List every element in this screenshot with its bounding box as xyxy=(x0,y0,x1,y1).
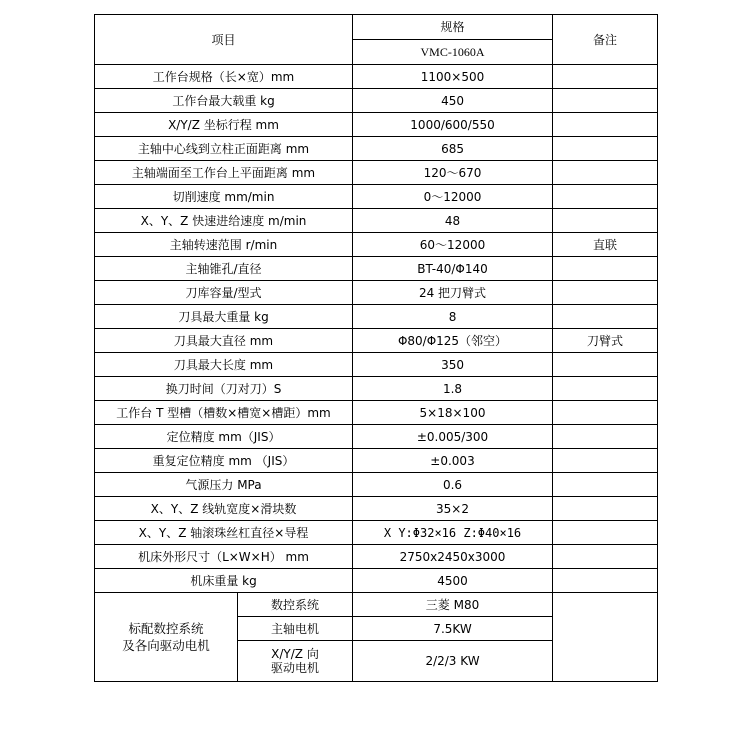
table-row xyxy=(95,185,658,209)
table-row xyxy=(95,521,658,545)
spec-label: 刀具最大长度 mm xyxy=(95,353,353,377)
spec-value: Φ80/Φ125（邻空） xyxy=(353,329,553,353)
spec-value: 0.6 xyxy=(353,473,553,497)
spec-remark xyxy=(553,137,658,161)
spec-label: 主轴转速范围 r/min xyxy=(95,233,353,257)
spec-label: 机床外形尺寸（L×W×H） mm xyxy=(95,545,353,569)
spec-label: 刀具最大直径 mm xyxy=(95,329,353,353)
table-row xyxy=(95,497,658,521)
spec-label: 工作台最大载重 kg xyxy=(95,89,353,113)
table-row xyxy=(95,137,658,161)
spec-value: 8 xyxy=(353,305,553,329)
spec-value: X Y:Φ32×16 Z:Φ40×16 xyxy=(353,521,553,545)
header-model: VMC-1060A xyxy=(353,40,553,65)
group-label-line1: 标配数控系统 xyxy=(128,621,204,636)
spec-label: 换刀时间（刀对刀）S xyxy=(95,377,353,401)
spec-label: X/Y/Z 坐标行程 mm xyxy=(95,113,353,137)
table-row xyxy=(95,329,658,353)
spec-value: 450 xyxy=(353,89,553,113)
spec-remark xyxy=(553,545,658,569)
spec-label: 机床重量 kg xyxy=(95,569,353,593)
header-remark: 备注 xyxy=(553,15,658,65)
spec-label: 工作台 T 型槽（槽数×槽宽×槽距）mm xyxy=(95,401,353,425)
spec-remark xyxy=(553,569,658,593)
spec-remark xyxy=(553,161,658,185)
table-row xyxy=(95,569,658,593)
spec-value: ±0.005/300 xyxy=(353,425,553,449)
table-row xyxy=(95,401,658,425)
spec-value: 350 xyxy=(353,353,553,377)
spec-remark xyxy=(553,113,658,137)
sub-spec-label: 主轴电机 xyxy=(238,617,353,641)
spec-label: X、Y、Z 线轨宽度×滑块数 xyxy=(95,497,353,521)
spec-value: 1.8 xyxy=(353,377,553,401)
spec-value: 0～12000 xyxy=(353,185,553,209)
table-row xyxy=(95,161,658,185)
spec-label: 主轴锥孔/直径 xyxy=(95,257,353,281)
spec-value: 1000/600/550 xyxy=(353,113,553,137)
table-row xyxy=(95,353,658,377)
spec-remark xyxy=(553,89,658,113)
spec-value: 35×2 xyxy=(353,497,553,521)
table-row xyxy=(95,89,658,113)
spec-remark xyxy=(553,401,658,425)
sub-spec-label: 数控系统 xyxy=(238,593,353,617)
spec-value: 2/2/3 KW xyxy=(353,641,553,682)
spec-remark xyxy=(553,521,658,545)
spec-label: 主轴端面至工作台上平面距离 mm xyxy=(95,161,353,185)
spec-label: 主轴中心线到立柱正面距离 mm xyxy=(95,137,353,161)
spec-value: ±0.003 xyxy=(353,449,553,473)
spec-value: 685 xyxy=(353,137,553,161)
spec-value: 4500 xyxy=(353,569,553,593)
table-row xyxy=(95,473,658,497)
spec-label: 气源压力 MPa xyxy=(95,473,353,497)
table-row xyxy=(95,65,658,89)
spec-remark: 直联 xyxy=(553,233,658,257)
table-row xyxy=(95,449,658,473)
table-row xyxy=(95,305,658,329)
spec-label: 工作台规格（长×宽）mm xyxy=(95,65,353,89)
sub-spec-label-line1: X/Y/Z 向 xyxy=(271,647,319,661)
header-spec: 规格 xyxy=(353,15,553,40)
spec-remark xyxy=(553,257,658,281)
spec-value: 60～12000 xyxy=(353,233,553,257)
spec-remark xyxy=(553,425,658,449)
spec-label: 重复定位精度 mm （JIS） xyxy=(95,449,353,473)
spec-remark xyxy=(553,473,658,497)
table-row xyxy=(95,113,658,137)
spec-remark xyxy=(553,281,658,305)
sub-spec-label-line2: 驱动电机 xyxy=(271,661,320,675)
spec-value: 7.5KW xyxy=(353,617,553,641)
spec-remark xyxy=(553,305,658,329)
spec-remark xyxy=(553,65,658,89)
group-label xyxy=(95,593,238,682)
spec-label: 定位精度 mm（JIS） xyxy=(95,425,353,449)
spec-label: 刀具最大重量 kg xyxy=(95,305,353,329)
spec-remark xyxy=(553,353,658,377)
spec-value: 120～670 xyxy=(353,161,553,185)
spec-remark xyxy=(553,497,658,521)
table-row xyxy=(95,377,658,401)
group-remark xyxy=(553,593,658,682)
table-row xyxy=(95,233,658,257)
spec-value: BT-40/Φ140 xyxy=(353,257,553,281)
table-row xyxy=(95,257,658,281)
spec-value: 2750x2450x3000 xyxy=(353,545,553,569)
spec-remark: 刀臂式 xyxy=(553,329,658,353)
header-item: 项目 xyxy=(95,15,353,65)
spec-value: 24 把刀臂式 xyxy=(353,281,553,305)
table-row xyxy=(95,281,658,305)
spec-value: 三菱 M80 xyxy=(353,593,553,617)
group-label-line2: 及各向驱动电机 xyxy=(122,638,210,653)
table-row xyxy=(95,593,658,617)
sub-spec-label xyxy=(238,641,353,682)
table-row xyxy=(95,545,658,569)
spec-label: X、Y、Z 快速进给速度 m/min xyxy=(95,209,353,233)
spec-table xyxy=(94,14,658,682)
spec-label: X、Y、Z 轴滚珠丝杠直径×导程 xyxy=(95,521,353,545)
spec-remark xyxy=(553,377,658,401)
spec-value: 5×18×100 xyxy=(353,401,553,425)
spec-label: 刀库容量/型式 xyxy=(95,281,353,305)
spec-remark xyxy=(553,185,658,209)
spec-remark xyxy=(553,449,658,473)
spec-remark xyxy=(553,209,658,233)
table-row xyxy=(95,425,658,449)
spec-value: 1100×500 xyxy=(353,65,553,89)
spec-label: 切削速度 mm/min xyxy=(95,185,353,209)
spec-value: 48 xyxy=(353,209,553,233)
table-row xyxy=(95,209,658,233)
